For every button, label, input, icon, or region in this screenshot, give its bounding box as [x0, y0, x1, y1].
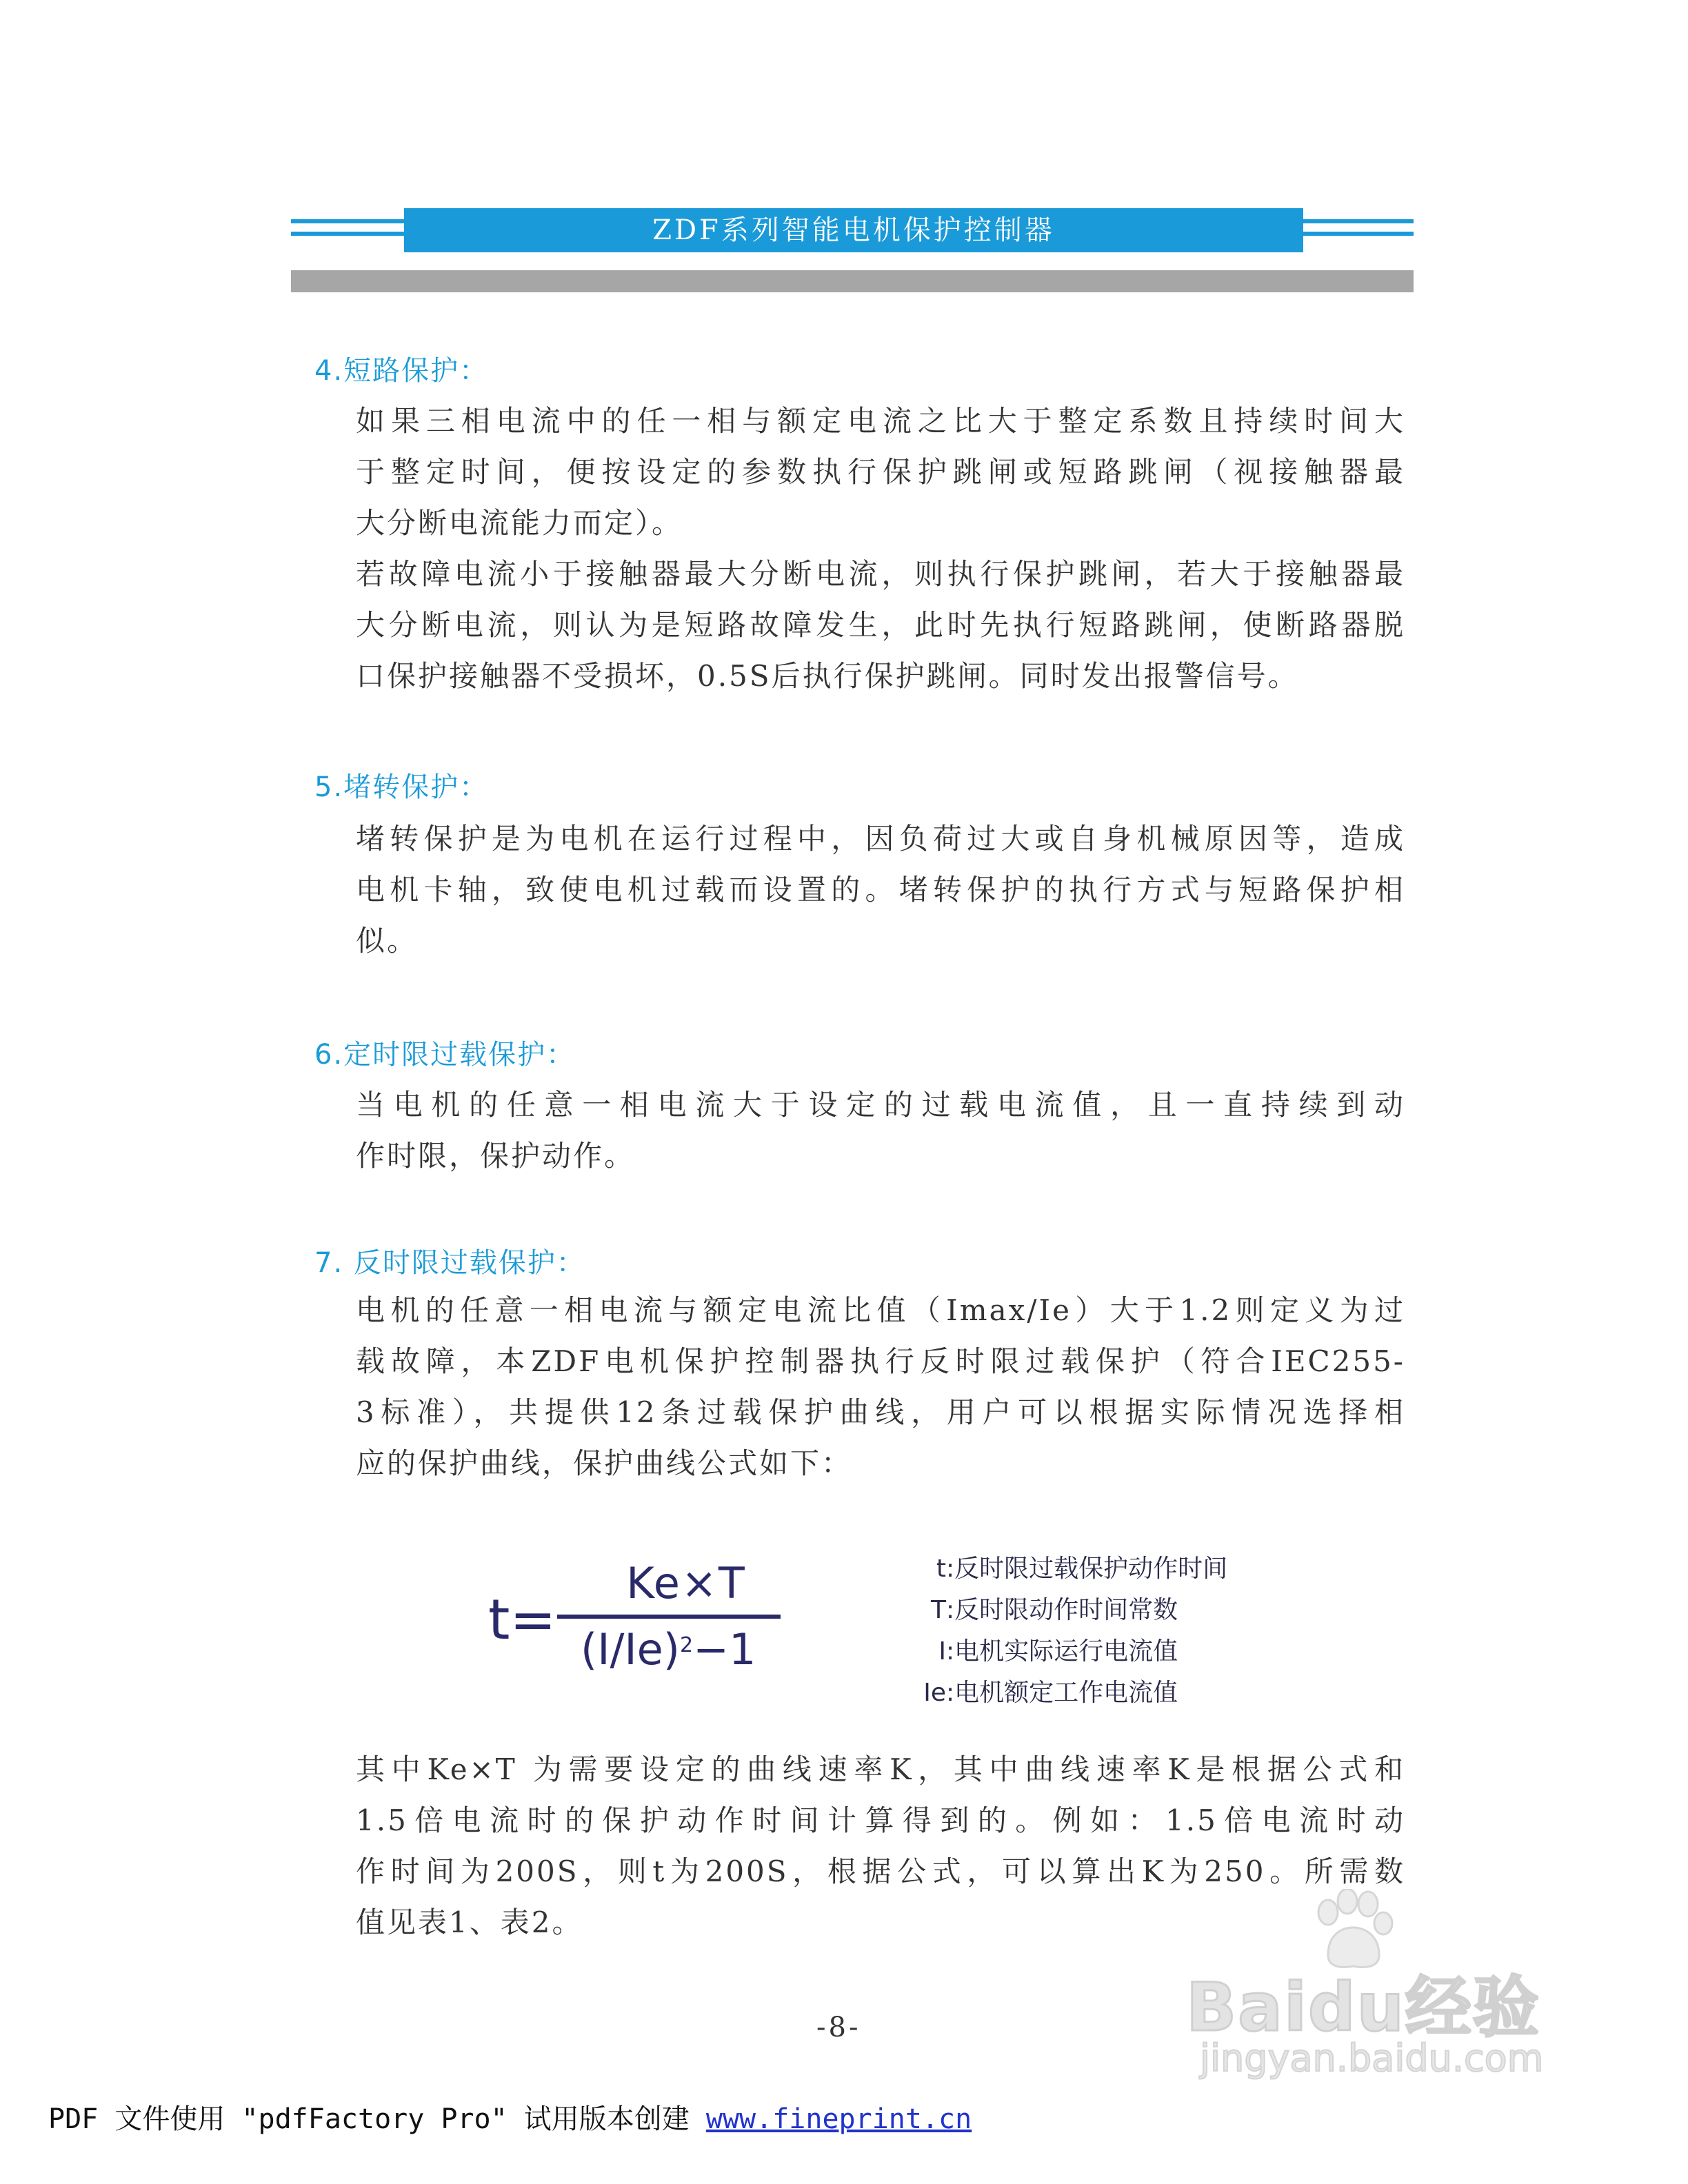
header-rule-left-bottom [291, 232, 405, 236]
paragraph-line: 口保护接触器不受损坏，0.5S后执行保护跳闸。同时发出报警信号。 [356, 659, 1299, 693]
section-body-short-circuit [356, 396, 1405, 702]
paragraph-line: 1.5倍电流时的保护动作时间计算得到的。例如：1.5倍电流时动 [356, 1803, 1405, 1837]
legend-symbol: Ie [923, 1679, 946, 1707]
header-title: ZDF系列智能电机保护控制器 [404, 208, 1303, 252]
section-heading-inverse-time-overload: 7. 反时限过载保护： [314, 1247, 585, 1279]
legend-symbol: T [931, 1596, 946, 1624]
header-gray-bar [291, 270, 1414, 292]
formula-fraction-bar [557, 1615, 781, 1619]
section-heading-locked-rotor: 5.堵转保护： [314, 771, 489, 803]
paragraph-line: 电机卡轴，致使电机过载而设置的。堵转保护的执行方式与短路保护相 [356, 873, 1405, 907]
formula-lhs: t= [488, 1588, 556, 1652]
legend-row [896, 1631, 1227, 1672]
formula-denominator-tail: −1 [693, 1624, 756, 1675]
paragraph-line: 值见表1、表2。 [356, 1905, 583, 1939]
paragraph-line: 作时限，保护动作。 [356, 1139, 636, 1173]
legend-row [896, 1590, 1227, 1631]
legend-row [896, 1672, 1227, 1714]
formula-denominator-base: (I/Ie) [581, 1624, 680, 1675]
watermark-url: jingyan.baidu.com [1200, 2036, 1544, 2080]
pdf-creator-note [48, 2097, 972, 2136]
formula-legend [896, 1548, 1227, 1714]
paragraph-line: 若故障电流小于接触器最大分断电流，则执行保护跳闸，若大于接触器最 [356, 557, 1405, 591]
paragraph-line: 似。 [356, 924, 419, 958]
section-body-definite-time-overload [356, 1080, 1405, 1182]
paragraph-line: 当电机的任意一相电流大于设定的过载电流值，且一直持续到动 [356, 1088, 1405, 1122]
formula-exponent: 2 [679, 1633, 694, 1657]
header-rule-right-top [1302, 219, 1414, 223]
section-heading-short-circuit: 4.短路保护： [314, 355, 489, 387]
legend-text: :电机实际运行电流值 [946, 1637, 1178, 1666]
pdf-note-text: PDF 文件使用 "pdfFactory Pro" 试用版本创建 [48, 2103, 706, 2135]
paragraph-line: 其中Ke×T 为需要设定的曲线速率K，其中曲线速率K是根据公式和 [356, 1752, 1405, 1786]
paragraph-line: 载故障，本ZDF电机保护控制器执行反时限过载保护（符合IEC255- [356, 1344, 1405, 1378]
formula-denominator [581, 1626, 756, 1674]
paragraph-line: 应的保护曲线，保护曲线公式如下： [356, 1446, 853, 1480]
legend-symbol: I [938, 1637, 946, 1666]
watermark-brand: Baidu经验 [1186, 1969, 1540, 2046]
page-number: -8- [816, 2012, 861, 2043]
legend-row [896, 1548, 1227, 1590]
section-body-locked-rotor [356, 813, 1405, 967]
header-rule-left-top [291, 219, 405, 223]
fineprint-link[interactable]: www.fineprint.cn [705, 2103, 972, 2135]
legend-text: :电机额定工作电流值 [946, 1679, 1178, 1707]
paragraph-line: 堵转保护是为电机在运行过程中，因负荷过大或自身机械原因等，造成 [356, 822, 1405, 856]
header-rule-right-bottom [1302, 232, 1414, 236]
paragraph-line: 作时间为200S，则t为200S，根据公式，可以算出K为250。所需数 [356, 1854, 1405, 1888]
paragraph-line: 大分断电流，则认为是短路故障发生，此时先执行短路跳闸，使断路器脱 [356, 608, 1405, 642]
legend-symbol: t [936, 1555, 946, 1583]
formula-numerator: Ke×T [626, 1558, 746, 1608]
paragraph-line: 3标准），共提供12条过载保护曲线，用户可以根据实际情况选择相 [356, 1395, 1405, 1429]
inverse-time-formula [483, 1558, 807, 1703]
section-heading-definite-time-overload: 6.定时限过载保护： [314, 1039, 576, 1071]
baidu-watermark [1186, 1889, 1600, 2096]
paragraph-line: 于整定时间，便按设定的参数执行保护跳闸或短路跳闸（视接触器最 [356, 455, 1405, 489]
paragraph-line: 大分断电流能力而定）。 [356, 506, 683, 540]
paragraph-line: 如果三相电流中的任一相与额定电流之比大于整定系数且持续时间大 [356, 404, 1405, 438]
paragraph-line: 电机的任意一相电流与额定电流比值（Imax/Ie）大于1.2则定义为过 [356, 1293, 1405, 1327]
legend-text: :反时限过载保护动作时间 [946, 1555, 1228, 1583]
section-body-inverse-time-overload [356, 1285, 1405, 1489]
legend-text: :反时限动作时间常数 [946, 1596, 1178, 1624]
